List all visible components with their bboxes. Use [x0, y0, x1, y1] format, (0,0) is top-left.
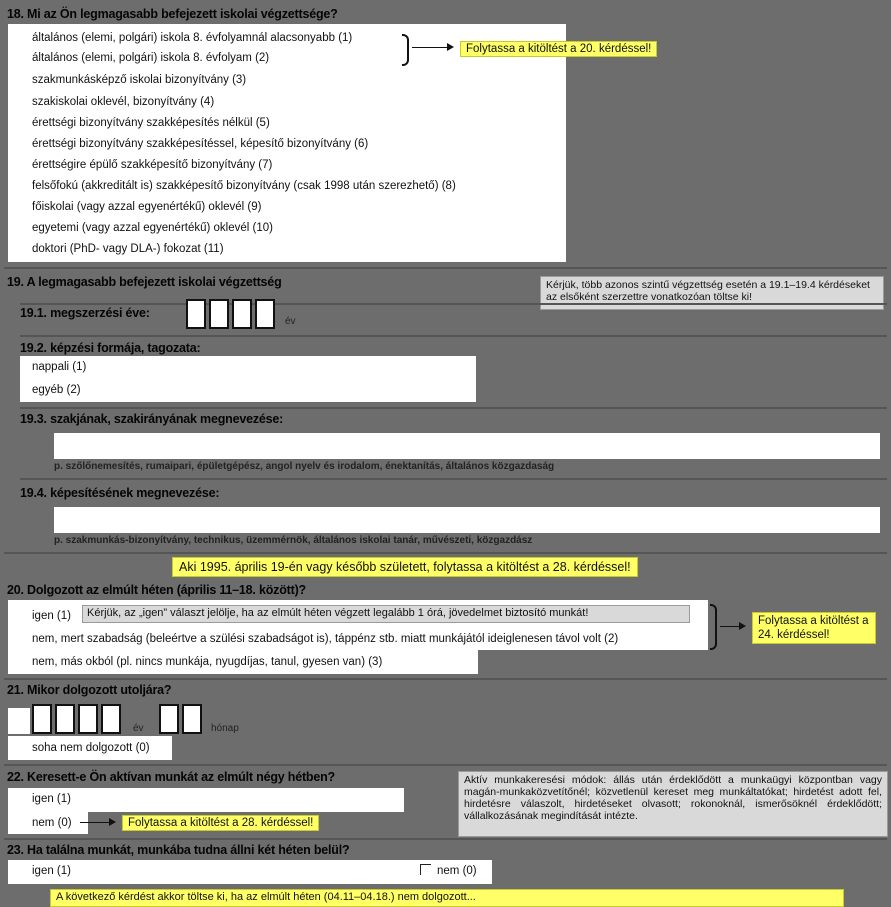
q23-title: 23. Ha találna munkát, munkába tudna állni két héten belül?	[7, 843, 350, 857]
q21-year-digit-1[interactable]	[32, 704, 52, 734]
q20-title: 20. Dolgozott az elmúlt héten (április 11–18. között)?	[7, 583, 306, 597]
q19-2-label: 19.2. képzési formája, tagozata:	[20, 341, 201, 355]
q18-option-4[interactable]: szakiskolai oklevél, bizonyítvány (4)	[32, 96, 215, 108]
born-after-1995-banner: Aki 1995. április 19-én vagy később született, folytassa a kitöltést a 28. kérdéssel!	[172, 557, 638, 577]
q19-3-input[interactable]	[54, 433, 880, 459]
q23-no-checkbox-icon[interactable]	[420, 864, 431, 875]
divider	[20, 303, 887, 305]
q19-4-input[interactable]	[54, 507, 880, 533]
q18-option-8[interactable]: felsőfokú (akkreditált is) szakképesítő bizonyítvány (csak 1998 után szerezhető) (8)	[32, 180, 456, 192]
q20-brace	[710, 604, 717, 650]
q19-3-label: 19.3. szakjának, szakirányának megnevezése:	[20, 412, 284, 426]
divider	[4, 838, 887, 840]
q18-option-1[interactable]: általános (elemi, polgári) iskola 8. évfolyamnál alacsonyabb (1)	[32, 32, 353, 44]
q19-4-label: 19.4. képesítésének megnevezése:	[20, 486, 220, 500]
q18-brace	[402, 34, 409, 66]
q23-option-yes[interactable]: igen (1)	[32, 865, 71, 877]
q21-title: 21. Mikor dolgozott utoljára?	[7, 683, 172, 697]
q18-option-2[interactable]: általános (elemi, polgári) iskola 8. évfolyam (2)	[32, 52, 270, 64]
q21-month-unit: hónap	[211, 723, 239, 734]
divider	[4, 764, 887, 766]
q21-left-panel	[8, 708, 30, 734]
q19-4-hint: p. szakmunkás-bizonyítvány, technikus, üzemmérnök, általános iskolai tanár, művészeti, közgazdász	[54, 535, 533, 546]
divider	[4, 267, 887, 269]
q19-1-label: 19.1. megszerzési éve:	[20, 306, 150, 320]
q21-year-digit-2[interactable]	[55, 704, 75, 734]
divider	[4, 678, 887, 680]
q20-option-1-note: Kérjük, az „igen” választ jelölje, ha az elmúlt héten végzett legalább 1 órá, jövedelmet biztosító munkát!	[82, 605, 690, 623]
divider	[4, 552, 887, 554]
q19-3-hint: p. szőlőnemesítés, rumaipari, épületgépész, angol nyelv és irodalom, énektanítás, általános közgazdaság	[54, 461, 555, 472]
q18-option-11[interactable]: doktori (PhD- vagy DLA-) fokozat (11)	[32, 243, 224, 255]
q22-option-no[interactable]: nem (0)	[32, 817, 72, 829]
divider	[20, 407, 887, 409]
q22-option-yes[interactable]: igen (1)	[32, 793, 71, 805]
q20-arrow-icon	[720, 626, 744, 627]
q18-option-7[interactable]: érettségire épülő szakképesítő bizonyítvány (7)	[32, 159, 273, 171]
divider	[20, 335, 887, 337]
divider	[20, 478, 887, 480]
q22-arrow-icon	[80, 822, 114, 823]
q20-skip-note: Folytassa a kitöltést a 24. kérdéssel!	[752, 612, 876, 644]
q19-1-year-digit-3[interactable]	[232, 299, 252, 329]
q21-year-digit-4[interactable]	[101, 704, 121, 734]
q19-1-year-digit-4[interactable]	[255, 299, 275, 329]
q21-year-unit: év	[133, 723, 144, 734]
q20-option-1[interactable]: igen (1)	[32, 610, 71, 622]
q19-2-option-2[interactable]: egyéb (2)	[32, 384, 81, 396]
q18-title: 18. Mi az Ön legmagasabb befejezett iskolai végzettsége?	[7, 7, 338, 21]
q18-option-3[interactable]: szakmunkásképző iskolai bizonyítvány (3)	[32, 74, 247, 86]
q20-option-2[interactable]: nem, mert szabadság (beleértve a szülési szabadságot is), táppénz stb. miatt munkájától ideiglenesen távol volt (2)	[32, 633, 619, 645]
q18-option-10[interactable]: egyetemi (vagy azzal egyenértékű) oklevél (10)	[32, 222, 273, 234]
q23-option-no[interactable]: nem (0)	[437, 865, 477, 877]
q18-arrow-icon	[412, 47, 452, 48]
q21-month-digit-1[interactable]	[159, 704, 179, 734]
bottom-banner: A következő kérdést akkor töltse ki, ha az elmúlt héten (04.11–04.18.) nem dolgozott...	[50, 889, 844, 907]
q19-1-year-digit-1[interactable]	[186, 299, 206, 329]
q22-definition: Aktív munkakeresési módok: állás után érdeklődött a munkaügyi központban vagy magán-munkaközvetítőnél; közvetlenül kereset meg munkáltatókat; hirdetést adott fel, hirdetésre válaszolt, hirdetéseket olvasott; rokonoknál, ismerősöknél érdeklődött; vállalkozásának megindítását intézte.	[458, 771, 888, 837]
q21-never-option[interactable]: soha nem dolgozott (0)	[32, 742, 150, 754]
q22-title: 22. Keresett-e Ön aktívan munkát az elmúlt négy hétben?	[7, 770, 335, 784]
q18-option-5[interactable]: érettségi bizonyítvány szakképesítés nélkül (5)	[32, 117, 270, 129]
q22-skip-note: Folytassa a kitöltést a 28. kérdéssel!	[122, 815, 319, 831]
q20-option-3[interactable]: nem, más okból (pl. nincs munkája, nyugdíjas, tanul, gyesen van) (3)	[32, 656, 383, 668]
q18-option-6[interactable]: érettségi bizonyítvány szakképesítéssel, képesítő bizonyítvány (6)	[32, 138, 369, 150]
q19-2-options-panel	[20, 356, 476, 402]
q19-2-option-1[interactable]: nappali (1)	[32, 361, 87, 373]
q21-month-digit-2[interactable]	[182, 704, 202, 734]
q18-option-9[interactable]: főiskolai (vagy azzal egyenértékű) oklevél (9)	[32, 201, 262, 213]
q18-skip-note: Folytassa a kitöltést a 20. kérdéssel!	[460, 41, 657, 57]
q19-1-year-digit-2[interactable]	[209, 299, 229, 329]
q19-note: Kérjük, több azonos szintű végzettség esetén a 19.1–19.4 kérdéseket az elsőként szerzettre vonatkozóan töltse ki!	[540, 276, 884, 310]
q21-year-digit-3[interactable]	[78, 704, 98, 734]
q19-title: 19. A legmagasabb befejezett iskolai végzettség	[7, 275, 282, 289]
q19-1-unit: év	[285, 316, 296, 327]
